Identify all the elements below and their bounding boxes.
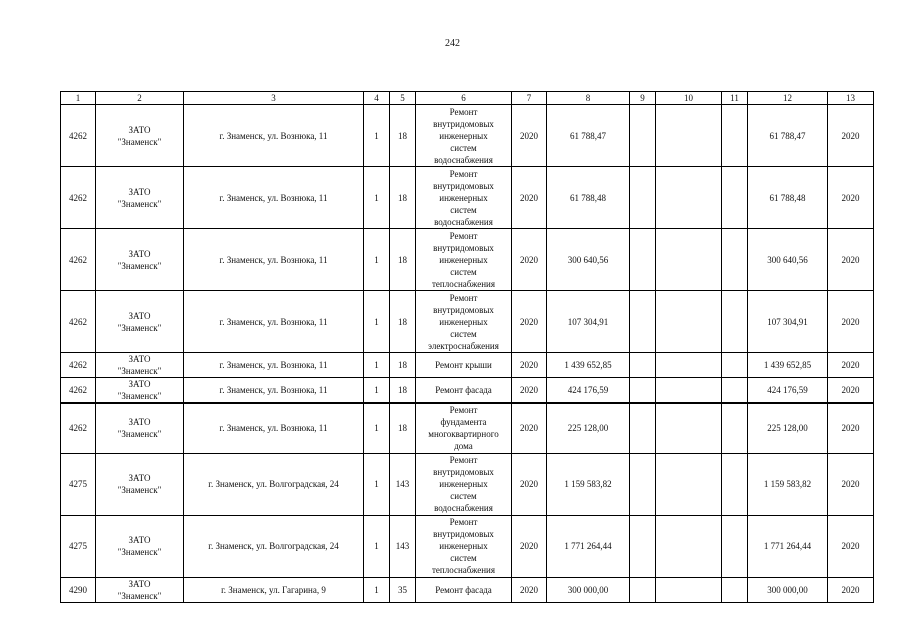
work-type-line: Ремонт фасада (435, 385, 492, 395)
address-cell: г. Знаменск, ул. Вознюка, 11 (184, 378, 364, 404)
object-code-cell: 4262 (61, 291, 96, 353)
total-cost-cell: 300 000,00 (547, 577, 630, 602)
municipality-line: ЗАТО (128, 124, 151, 135)
column-10-cell (656, 353, 722, 378)
column-11-cell (722, 291, 748, 353)
work-type-line: Ремонт (449, 168, 478, 179)
column-11-cell (722, 577, 748, 602)
municipality-cell (96, 291, 184, 353)
municipality-cell (96, 453, 184, 515)
work-type-line: внутридомовых (433, 467, 494, 477)
column-10-cell (656, 378, 722, 404)
column-4-cell: 1 (364, 167, 390, 229)
municipality-line: ЗАТО (128, 310, 151, 321)
total-cost-cell: 1 439 652,85 (547, 353, 630, 378)
year-cell: 2020 (512, 105, 547, 167)
column-header: 6 (416, 92, 512, 105)
work-type-line: фундамента (440, 417, 487, 428)
table-row (61, 378, 874, 404)
work-type-line: Ремонт (449, 517, 478, 527)
work-type-cell (416, 167, 512, 229)
municipality-line: ЗАТО (128, 473, 151, 483)
column-11-cell (722, 453, 748, 515)
column-header: 7 (512, 92, 547, 105)
municipality-line: "Знаменск" (117, 198, 162, 209)
year-cell: 2020 (512, 403, 547, 453)
work-type-line: дома (454, 441, 473, 452)
work-type-line: внутридомовых (433, 529, 494, 539)
completion-year-cell: 2020 (828, 167, 874, 229)
column-header: 2 (96, 92, 184, 105)
work-type-cell (416, 378, 512, 404)
column-header: 13 (828, 92, 874, 105)
municipality-line: "Знаменск" (117, 391, 162, 401)
municipality-line: ЗАТО (128, 417, 151, 428)
year-cell: 2020 (512, 291, 547, 353)
column-10-cell (656, 515, 722, 577)
registry-table (60, 91, 874, 603)
cost-cell: 107 304,91 (748, 291, 828, 353)
work-type-line: Ремонт фасада (435, 584, 492, 595)
column-9-cell (630, 577, 656, 602)
cost-cell: 300 000,00 (748, 577, 828, 602)
table-row (61, 577, 874, 602)
work-type-line: водоснабжения (434, 503, 493, 513)
column-10-cell (656, 453, 722, 515)
work-type-line: внутридомовых (433, 304, 494, 315)
column-4-cell: 1 (364, 403, 390, 453)
column-10-cell (656, 291, 722, 353)
object-code-cell: 4262 (61, 105, 96, 167)
table-row (61, 291, 874, 353)
total-cost-cell: 61 788,48 (547, 167, 630, 229)
work-type-line: систем (450, 328, 477, 339)
column-5-cell: 18 (390, 378, 416, 404)
work-type-line: теплоснабжения (432, 565, 495, 575)
column-5-cell: 143 (390, 515, 416, 577)
table-row (61, 353, 874, 378)
total-cost-cell: 225 128,00 (547, 403, 630, 453)
column-9-cell (630, 167, 656, 229)
municipality-cell (96, 105, 184, 167)
completion-year-cell: 2020 (828, 453, 874, 515)
municipality-line: "Знаменск" (117, 547, 162, 557)
municipality-line: ЗАТО (128, 578, 151, 589)
column-9-cell (630, 403, 656, 453)
municipality-line: ЗАТО (128, 186, 151, 197)
address-cell: г. Знаменск, ул. Вознюка, 11 (184, 105, 364, 167)
cost-cell: 225 128,00 (748, 403, 828, 453)
work-type-line: водоснабжения (434, 154, 493, 165)
year-cell: 2020 (512, 229, 547, 291)
municipality-line: ЗАТО (128, 354, 151, 364)
column-9-cell (630, 105, 656, 167)
page-number: 242 (445, 38, 460, 49)
column-4-cell: 1 (364, 291, 390, 353)
column-11-cell (722, 105, 748, 167)
work-type-cell (416, 229, 512, 291)
work-type-line: инженерных (439, 192, 488, 203)
year-cell: 2020 (512, 167, 547, 229)
year-cell: 2020 (512, 515, 547, 577)
column-11-cell (722, 378, 748, 404)
work-type-line: Ремонт (449, 405, 478, 416)
work-type-line: теплоснабжения (432, 278, 495, 289)
municipality-line: ЗАТО (128, 248, 151, 259)
work-type-cell (416, 403, 512, 453)
column-9-cell (630, 515, 656, 577)
work-type-line: инженерных (439, 479, 488, 489)
object-code-cell: 4262 (61, 378, 96, 404)
object-code-cell: 4262 (61, 353, 96, 378)
work-type-line: многоквартирного (428, 429, 499, 440)
column-header: 10 (656, 92, 722, 105)
municipality-line: "Знаменск" (117, 590, 162, 601)
work-type-line: Ремонт (449, 455, 478, 465)
object-code-cell: 4262 (61, 167, 96, 229)
work-type-cell (416, 577, 512, 602)
municipality-line: "Знаменск" (117, 260, 162, 271)
column-9-cell (630, 291, 656, 353)
table-row (61, 515, 874, 577)
completion-year-cell: 2020 (828, 378, 874, 404)
column-10-cell (656, 403, 722, 453)
object-code-cell: 4262 (61, 229, 96, 291)
column-5-cell: 18 (390, 403, 416, 453)
completion-year-cell: 2020 (828, 403, 874, 453)
municipality-line: ЗАТО (128, 379, 151, 389)
total-cost-cell: 1 159 583,82 (547, 453, 630, 515)
work-type-line: инженерных (439, 254, 488, 265)
work-type-line: систем (450, 204, 477, 215)
municipality-cell (96, 403, 184, 453)
column-10-cell (656, 105, 722, 167)
municipality-cell (96, 229, 184, 291)
total-cost-cell: 300 640,56 (547, 229, 630, 291)
table-row (61, 229, 874, 291)
column-5-cell: 18 (390, 167, 416, 229)
column-9-cell (630, 378, 656, 404)
column-4-cell: 1 (364, 353, 390, 378)
municipality-cell (96, 353, 184, 378)
total-cost-cell: 424 176,59 (547, 378, 630, 404)
table-row (61, 105, 874, 167)
work-type-cell (416, 353, 512, 378)
work-type-cell (416, 291, 512, 353)
municipality-line: "Знаменск" (117, 136, 162, 147)
column-11-cell (722, 229, 748, 291)
address-cell: г. Знаменск, ул. Вознюка, 11 (184, 167, 364, 229)
object-code-cell: 4290 (61, 577, 96, 602)
cost-cell: 1 771 264,44 (748, 515, 828, 577)
table-row (61, 453, 874, 515)
year-cell: 2020 (512, 353, 547, 378)
work-type-cell (416, 105, 512, 167)
column-5-cell: 143 (390, 453, 416, 515)
address-cell: г. Знаменск, ул. Волгоградская, 24 (184, 453, 364, 515)
column-header: 3 (184, 92, 364, 105)
column-10-cell (656, 229, 722, 291)
work-type-line: электроснабжения (428, 340, 499, 351)
column-5-cell: 18 (390, 229, 416, 291)
work-type-line: Ремонт (449, 292, 478, 303)
completion-year-cell: 2020 (828, 577, 874, 602)
work-type-line: внутридомовых (433, 118, 494, 129)
column-9-cell (630, 229, 656, 291)
work-type-line: водоснабжения (434, 216, 493, 227)
column-5-cell: 35 (390, 577, 416, 602)
column-header: 8 (547, 92, 630, 105)
municipality-line: "Знаменск" (117, 322, 162, 333)
completion-year-cell: 2020 (828, 105, 874, 167)
column-11-cell (722, 353, 748, 378)
cost-cell: 61 788,47 (748, 105, 828, 167)
cost-cell: 61 788,48 (748, 167, 828, 229)
cost-cell: 1 439 652,85 (748, 353, 828, 378)
total-cost-cell: 61 788,47 (547, 105, 630, 167)
work-type-line: Ремонт крыши (435, 360, 492, 370)
address-cell: г. Знаменск, ул. Гагарина, 9 (184, 577, 364, 602)
work-type-line: систем (450, 266, 477, 277)
work-type-cell (416, 515, 512, 577)
work-type-line: систем (450, 553, 477, 563)
column-5-cell: 18 (390, 291, 416, 353)
municipality-line: "Знаменск" (117, 485, 162, 495)
column-header: 12 (748, 92, 828, 105)
object-code-cell: 4262 (61, 403, 96, 453)
object-code-cell: 4275 (61, 515, 96, 577)
work-type-line: инженерных (439, 316, 488, 327)
column-header: 11 (722, 92, 748, 105)
address-cell: г. Знаменск, ул. Вознюка, 11 (184, 403, 364, 453)
table-header-row (61, 92, 874, 105)
column-header: 4 (364, 92, 390, 105)
column-11-cell (722, 403, 748, 453)
column-11-cell (722, 515, 748, 577)
address-cell: г. Знаменск, ул. Волгоградская, 24 (184, 515, 364, 577)
year-cell: 2020 (512, 453, 547, 515)
work-type-line: Ремонт (449, 106, 478, 117)
municipality-cell (96, 515, 184, 577)
address-cell: г. Знаменск, ул. Вознюка, 11 (184, 229, 364, 291)
column-5-cell: 18 (390, 105, 416, 167)
completion-year-cell: 2020 (828, 291, 874, 353)
work-type-cell (416, 453, 512, 515)
column-10-cell (656, 577, 722, 602)
completion-year-cell: 2020 (828, 229, 874, 291)
column-10-cell (656, 167, 722, 229)
year-cell: 2020 (512, 577, 547, 602)
work-type-line: систем (450, 142, 477, 153)
column-4-cell: 1 (364, 515, 390, 577)
column-4-cell: 1 (364, 453, 390, 515)
work-type-line: внутридомовых (433, 180, 494, 191)
column-header: 9 (630, 92, 656, 105)
work-type-line: Ремонт (449, 230, 478, 241)
cost-cell: 424 176,59 (748, 378, 828, 404)
total-cost-cell: 107 304,91 (547, 291, 630, 353)
year-cell: 2020 (512, 378, 547, 404)
column-9-cell (630, 453, 656, 515)
completion-year-cell: 2020 (828, 353, 874, 378)
municipality-line: ЗАТО (128, 535, 151, 545)
cost-cell: 1 159 583,82 (748, 453, 828, 515)
address-cell: г. Знаменск, ул. Вознюка, 11 (184, 291, 364, 353)
column-4-cell: 1 (364, 577, 390, 602)
object-code-cell: 4275 (61, 453, 96, 515)
table-row (61, 167, 874, 229)
column-4-cell: 1 (364, 378, 390, 404)
cost-cell: 300 640,56 (748, 229, 828, 291)
municipality-cell (96, 577, 184, 602)
work-type-line: инженерных (439, 130, 488, 141)
column-9-cell (630, 353, 656, 378)
column-4-cell: 1 (364, 105, 390, 167)
work-type-line: инженерных (439, 541, 488, 551)
table-row (61, 403, 874, 453)
column-4-cell: 1 (364, 229, 390, 291)
address-cell: г. Знаменск, ул. Вознюка, 11 (184, 353, 364, 378)
municipality-cell (96, 167, 184, 229)
column-11-cell (722, 167, 748, 229)
municipality-line: "Знаменск" (117, 429, 162, 440)
total-cost-cell: 1 771 264,44 (547, 515, 630, 577)
column-header: 1 (61, 92, 96, 105)
column-5-cell: 18 (390, 353, 416, 378)
column-header: 5 (390, 92, 416, 105)
work-type-line: внутридомовых (433, 242, 494, 253)
municipality-line: "Знаменск" (117, 366, 162, 376)
work-type-line: систем (450, 491, 477, 501)
municipality-cell (96, 378, 184, 404)
completion-year-cell: 2020 (828, 515, 874, 577)
